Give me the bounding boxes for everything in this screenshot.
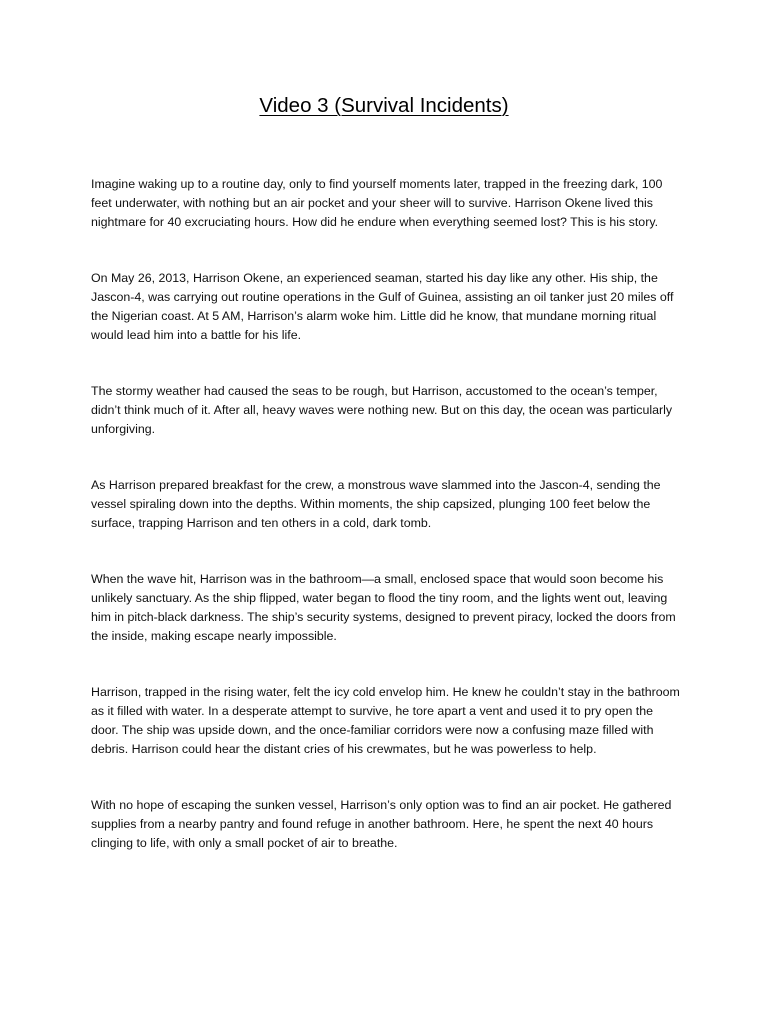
paragraph-6: Harrison, trapped in the rising water, felt the icy cold envelop him. He knew he couldn’t stay in the bathroom as it filled with water. In a desperate attempt to survive, he tore apart a vent and used it to pry open the door. The ship was upside down, and the once-familiar corridors were now a confusing maze filled with debris. Harrison could hear the distant cries of his crewmates, but he was powerless to help.	[91, 685, 680, 756]
document-body	[91, 175, 681, 890]
paragraph-2: On May 26, 2013, Harrison Okene, an experienced seaman, started his day like any other. His ship, the Jascon-4, was carrying out routine operations in the Gulf of Guinea, assisting an oil tanker just 20 miles off the Nigerian coast. At 5 AM, Harrison’s alarm woke him. Little did he know, that mundane morning ritual would lead him into a battle for his life.	[91, 271, 674, 342]
document-title: Video 3 (Survival Incidents)	[259, 94, 509, 117]
paragraph-1: Imagine waking up to a routine day, only to find yourself moments later, trapped in the freezing dark, 100 feet underwater, with nothing but an air pocket and your sheer will to survive. Harrison Okene lived this nightmare for 40 excruciating hours. How did he endure when everything seemed lost? This is his story.	[91, 177, 663, 229]
paragraph-5: When the wave hit, Harrison was in the bathroom—a small, enclosed space that would soon become his unlikely sanctuary. As the ship flipped, water began to flood the tiny room, and the lights went out, leaving him in pitch-black darkness. The ship’s security systems, designed to prevent piracy, locked the doors from the inside, making escape nearly impossible.	[91, 572, 676, 643]
paragraph-4: As Harrison prepared breakfast for the crew, a monstrous wave slammed into the Jascon-4, sending the vessel spiraling down into the depths. Within moments, the ship capsized, plunging 100 feet below the surface, trapping Harrison and ten others in a cold, dark tomb.	[91, 478, 661, 530]
paragraph-3: The stormy weather had caused the seas to be rough, but Harrison, accustomed to the ocean’s temper, didn’t think much of it. After all, heavy waves were nothing new. But on this day, the ocean was particularly unforgiving.	[91, 384, 673, 436]
paragraph-7: With no hope of escaping the sunken vessel, Harrison’s only option was to find an air pocket. He gathered supplies from a nearby pantry and found refuge in another bathroom. Here, he spent the next 40 hours clinging to life, with only a small pocket of air to breathe.	[91, 798, 672, 850]
